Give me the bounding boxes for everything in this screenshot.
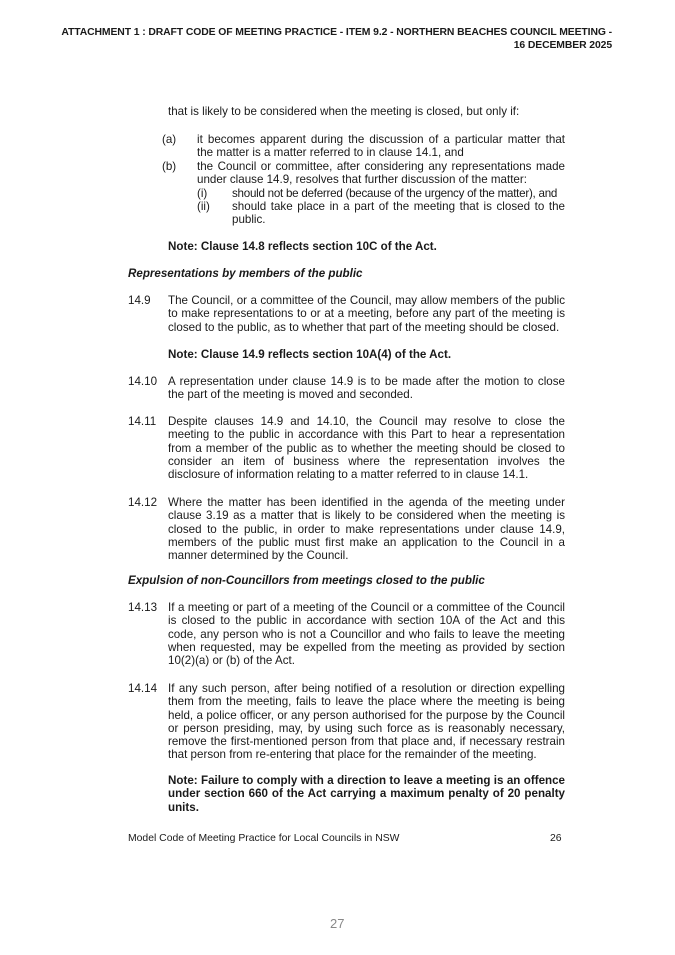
clause-14-10: A representation under clause 14.9 is to be made after the motion to close the part of the meeting is moved and seconded. <box>168 375 565 402</box>
list-label-i: (i) <box>197 187 208 200</box>
clause-number-14-11: 14.11 <box>128 415 157 428</box>
list-item-i: should not be deferred (because of the urgency of the matter), and <box>232 187 558 200</box>
clause-number-14-13: 14.13 <box>128 601 158 614</box>
section-heading-expulsion: Expulsion of non-Councillors from meetings closed to the public <box>128 574 485 587</box>
note-clause-14-8: Note: Clause 14.8 reflects section 10C of the Act. <box>168 240 437 253</box>
list-item-a: it becomes apparent during the discussion of a particular matter that the matter is a matter referred to in clause 14.1, and <box>197 133 565 160</box>
list-label-b: (b) <box>162 160 177 173</box>
attachment-header-line2: 16 DECEMBER 2025 <box>513 40 612 51</box>
clause-number-14-10: 14.10 <box>128 375 158 388</box>
pdf-page-number: 27 <box>330 916 345 931</box>
list-label-ii: (ii) <box>197 200 210 213</box>
clause-14-12: Where the matter has been identified in the agenda of the meeting under clause 3.19 as a matter that is likely to be considered when the meeting is closed to the public, in order to make representations under clause 14.9, members of the public must first make an application to the Council in a manner determined by the Council. <box>168 496 565 563</box>
clause-number-14-9: 14.9 <box>128 294 151 307</box>
footer-document-title: Model Code of Meeting Practice for Local Councils in NSW <box>128 833 400 844</box>
list-label-a: (a) <box>162 133 177 146</box>
clause-14-13: If a meeting or part of a meeting of the Council or a committee of the Council is closed to the public in accordance with section 10A of the Act and this code, any person who is not a Councillor and who fails to leave the meeting when requested, may be expelled from the meeting as provided by section 10(2)(a) or (b) of the Act. <box>168 601 565 668</box>
list-item-ii: should take place in a part of the meeting that is closed to the public. <box>232 200 565 227</box>
clause-14-14: If any such person, after being notified of a resolution or direction expelling them from the meeting, fails to leave the place where the meeting is being held, a police officer, or any person authorised for the purpose by the Council or person presiding, may, by using such force as is reasonably necessary, remove the first-mentioned person from that place and, if necessary restrain that person from re-entering that place for the remainder of the meeting. <box>168 682 565 762</box>
clause-14-9: The Council, or a committee of the Council, may allow members of the public to make representations to or at a meeting, before any part of the meeting is closed to the public, as to whether that part of the meeting should be closed. <box>168 294 565 334</box>
list-item-b: the Council or committee, after considering any representations made under clause 14.9, resolves that further discussion of the matter: <box>197 160 565 187</box>
section-heading-representations: Representations by members of the public <box>128 267 363 280</box>
note-clause-14-14: Note: Failure to comply with a direction to leave a meeting is an offence under section 660 of the Act carrying a maximum penalty of 20 penalty units. <box>168 774 565 814</box>
continuation-text: that is likely to be considered when the meeting is closed, but only if: <box>168 105 520 118</box>
note-clause-14-9: Note: Clause 14.9 reflects section 10A(4) of the Act. <box>168 348 452 361</box>
clause-number-14-12: 14.12 <box>128 496 158 509</box>
clause-number-14-14: 14.14 <box>128 682 158 695</box>
clause-14-11: Despite clauses 14.9 and 14.10, the Council may resolve to close the meeting to the public in accordance with this Part to hear a representation from a member of the public as to whether the meeting should be closed to consider an item of business where the representation involves the disclosure of information relating to a matter referred to in clause 14.1. <box>168 415 565 482</box>
footer-page-number: 26 <box>550 833 562 844</box>
attachment-header-line1: ATTACHMENT 1 : DRAFT CODE OF MEETING PRACTICE - ITEM 9.2 - NORTHERN BEACHES COUNCIL MEETING - <box>61 27 612 38</box>
